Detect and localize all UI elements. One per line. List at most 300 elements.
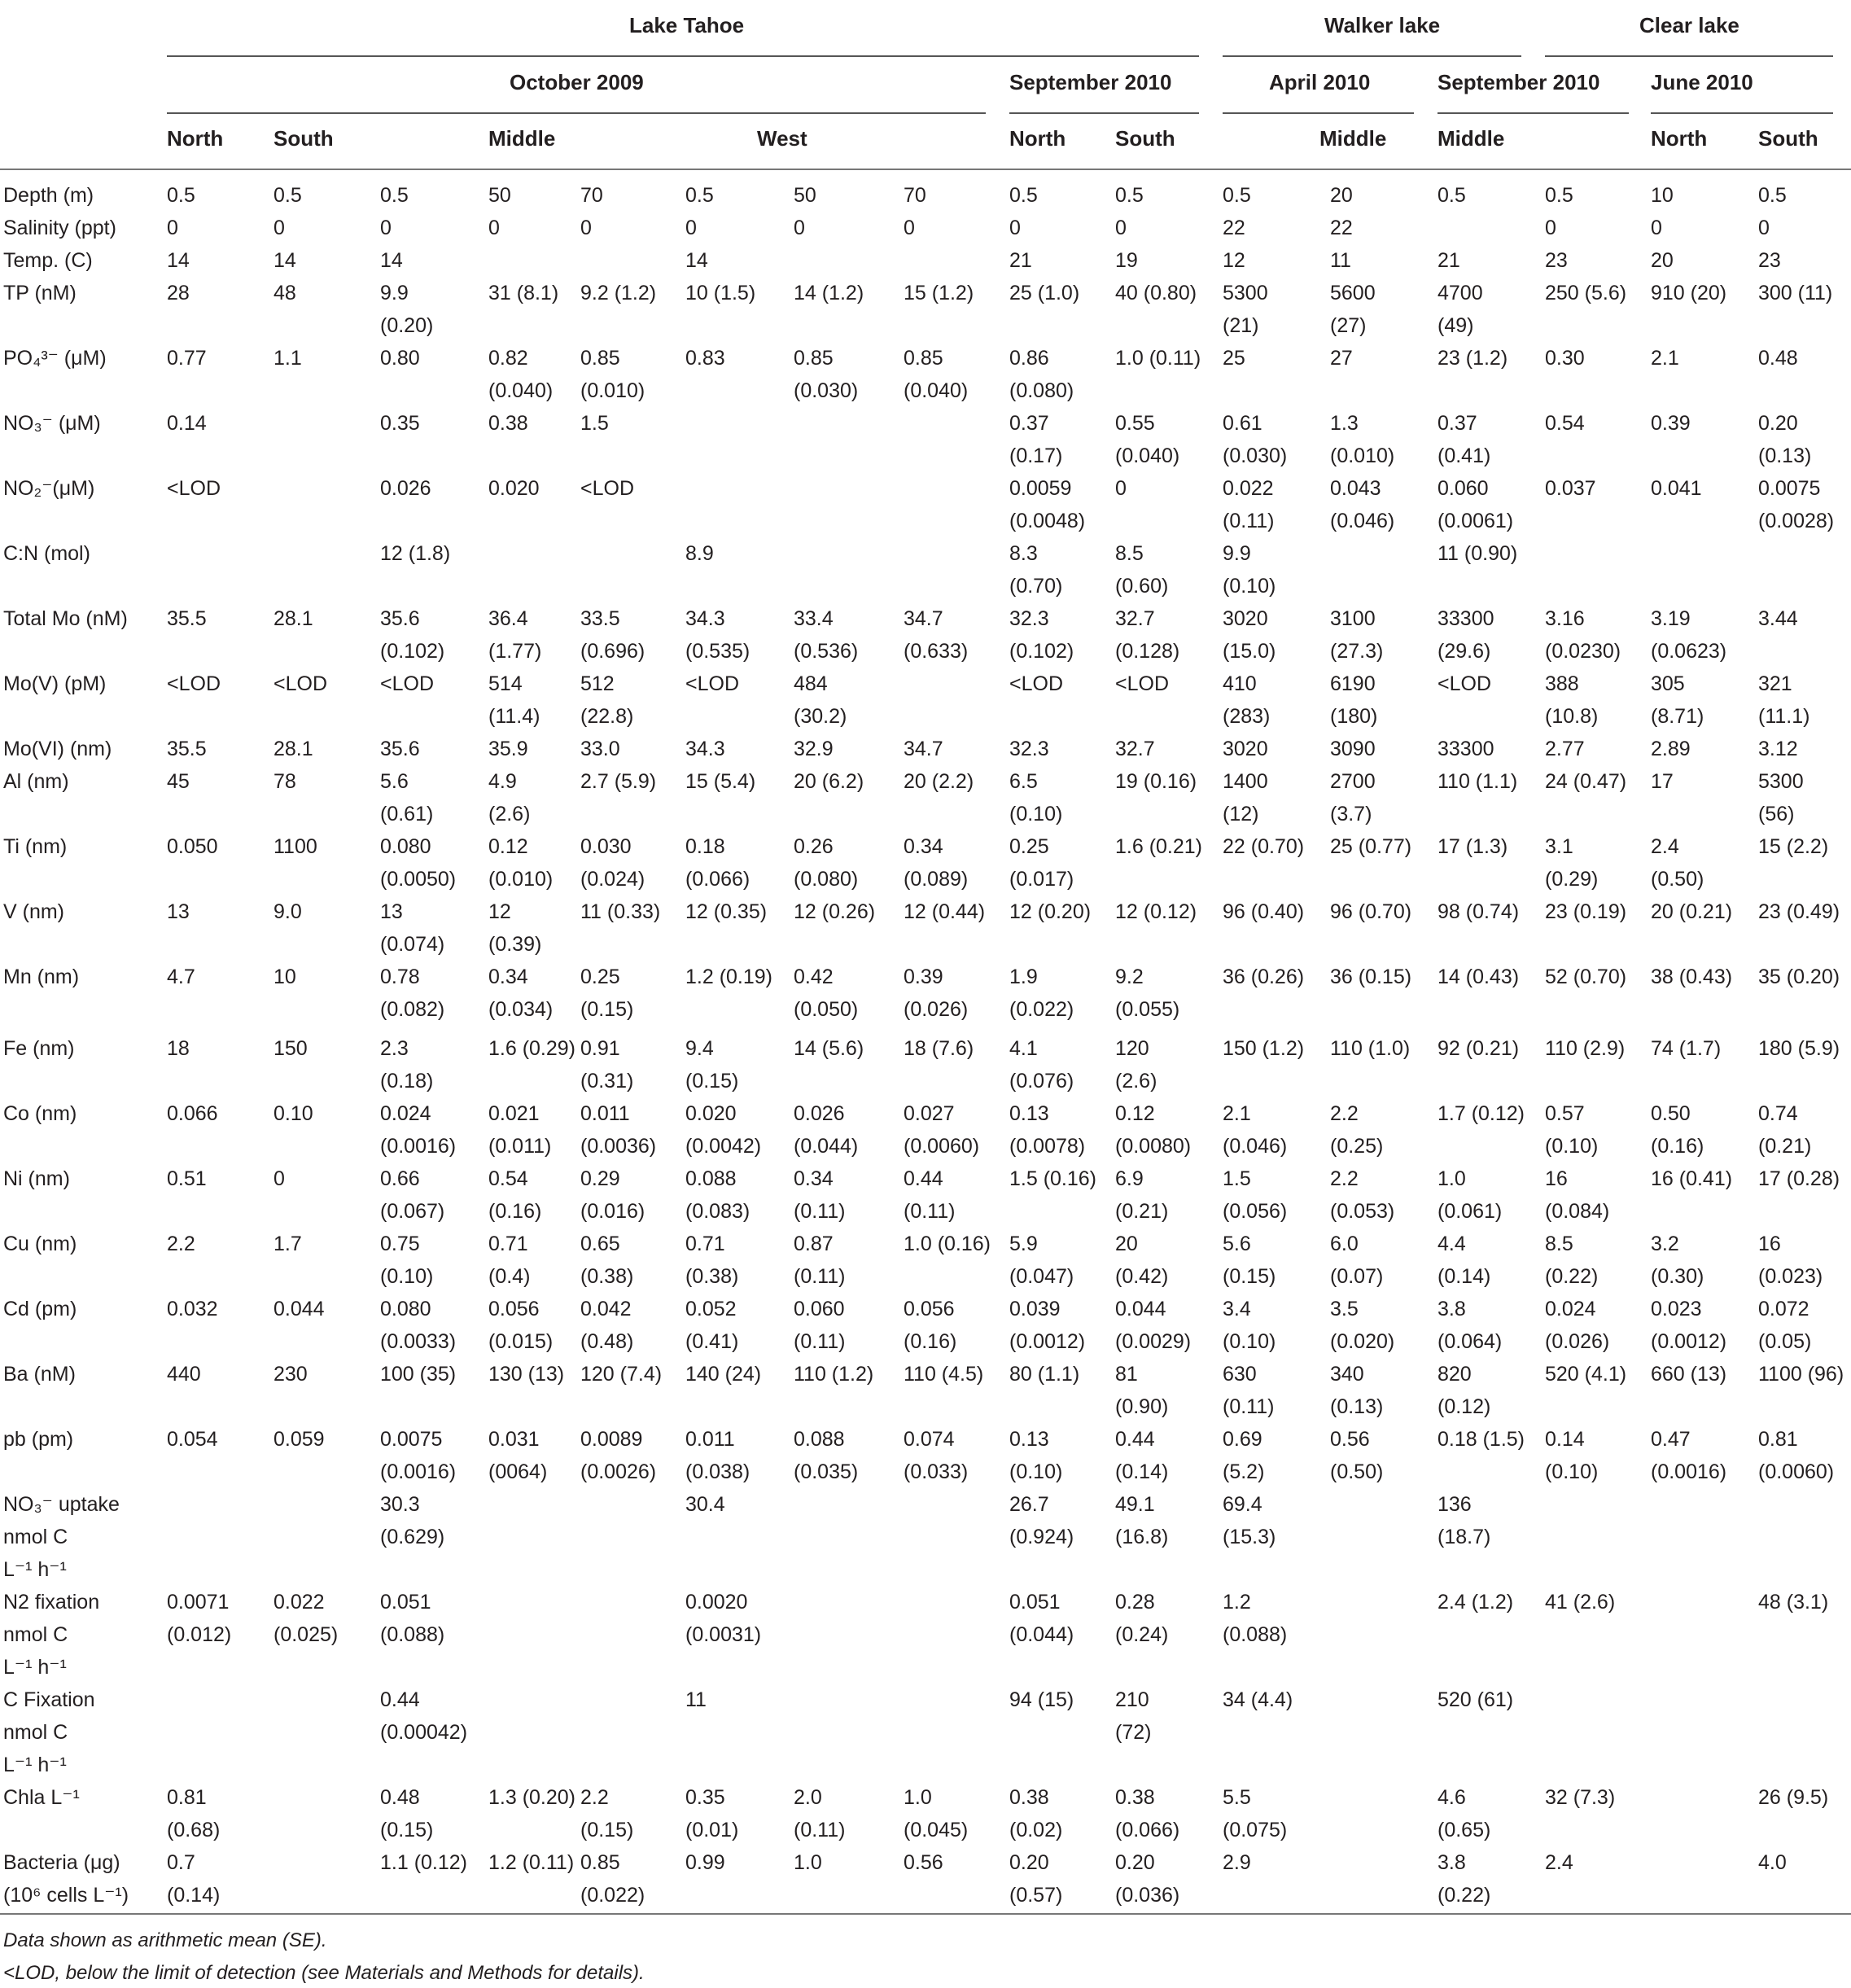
table-cell: 5300 — [1223, 282, 1268, 304]
table-cell: (0.05) — [1758, 1330, 1812, 1353]
table-cell: (0.535) — [685, 640, 750, 663]
table-cell: 11 (0.90) — [1437, 542, 1518, 565]
table-cell: 520 (61) — [1437, 1688, 1514, 1711]
table-cell: 0.060 — [794, 1298, 845, 1320]
table-cell: 33.0 — [580, 738, 620, 760]
table-cell: (0.10) — [1223, 575, 1276, 598]
table-cell: (0.10) — [1545, 1135, 1599, 1158]
table-cell: 74 (1.7) — [1651, 1037, 1722, 1060]
table-cell: 0.080 — [380, 835, 431, 858]
table-cell: (0.015) — [488, 1330, 554, 1353]
table-cell: 1.3 — [1330, 412, 1359, 435]
header-site: Middle — [1437, 126, 1505, 151]
table-cell: (0.90) — [1115, 1395, 1169, 1418]
table-cell: 0.074 — [904, 1428, 955, 1451]
table-cell: 0.71 — [685, 1233, 725, 1255]
table-cell: 17 — [1651, 770, 1674, 793]
table-cell: 0.38 — [1115, 1786, 1155, 1809]
table-cell: 0.66 — [380, 1167, 420, 1190]
header-site: Middle — [488, 126, 556, 151]
table-cell: 48 (3.1) — [1758, 1591, 1829, 1614]
table-cell: 0.48 — [1758, 347, 1798, 370]
table-cell: 0.0075 — [380, 1428, 443, 1451]
table-cell: 0.75 — [380, 1233, 420, 1255]
row-label: N2 fixation — [3, 1591, 100, 1614]
table-cell: 0.5 — [1223, 184, 1251, 207]
table-cell: 1100 (96) — [1758, 1363, 1844, 1386]
table-cell: (0.11) — [1223, 1395, 1275, 1418]
table-cell: 2.4 — [1651, 835, 1679, 858]
header-site: South — [1758, 126, 1818, 151]
row-label: Salinity (ppt) — [3, 217, 116, 239]
table-cell: (0.15) — [380, 1819, 434, 1841]
table-cell: 4700 — [1437, 282, 1483, 304]
table-cell: (0.4) — [488, 1265, 531, 1288]
table-cell: 0.20 — [1758, 412, 1798, 435]
table-cell: (0.0623) — [1651, 640, 1727, 663]
table-cell: 0.5 — [1758, 184, 1787, 207]
table-cell: 5.6 — [380, 770, 409, 793]
table-cell: (0.924) — [1009, 1526, 1074, 1548]
table-cell: 2.1 — [1651, 347, 1679, 370]
table-cell: (0.11) — [794, 1819, 846, 1841]
table-cell: 0.088 — [794, 1428, 845, 1451]
table-cell: (0.030) — [794, 379, 859, 402]
table-cell: 0.041 — [1651, 477, 1702, 500]
row-label: nmol C — [3, 1721, 68, 1744]
table-cell: (0.022) — [580, 1884, 645, 1907]
table-cell: 11 — [685, 1688, 707, 1711]
table-cell: 23 (1.2) — [1437, 347, 1508, 370]
table-cell: 2700 — [1330, 770, 1376, 793]
table-cell: 0.85 — [580, 347, 620, 370]
table-cell: 0.77 — [167, 347, 207, 370]
table-cell: 0 — [380, 217, 392, 239]
table-cell: 0.023 — [1651, 1298, 1702, 1320]
rule-mid-1 — [1223, 112, 1414, 114]
table-cell: 69.4 — [1223, 1493, 1262, 1516]
table-cell: 6.9 — [1115, 1167, 1144, 1190]
table-cell: 0.74 — [1758, 1102, 1798, 1125]
table-cell: 23 (0.19) — [1545, 900, 1627, 923]
table-cell: 98 (0.74) — [1437, 900, 1520, 923]
table-cell: 110 (1.1) — [1437, 770, 1518, 793]
table-cell: 388 — [1545, 672, 1579, 695]
table-cell: 0 — [1651, 217, 1662, 239]
table-cell: (0.044) — [1009, 1623, 1074, 1646]
table-cell: (0.076) — [1009, 1070, 1074, 1093]
table-cell: 50 — [488, 184, 511, 207]
table-cell: 300 (11) — [1758, 282, 1833, 304]
row-label: PO₄³⁻ (μM) — [3, 347, 107, 370]
table-cell: 16 (0.41) — [1651, 1167, 1733, 1190]
table-cell: 660 (13) — [1651, 1363, 1727, 1386]
table-cell: 1.0 — [1437, 1167, 1466, 1190]
table-cell: 0.91 — [580, 1037, 620, 1060]
table-cell: 35.9 — [488, 738, 528, 760]
table-cell: 150 — [273, 1037, 308, 1060]
table-cell: 32.7 — [1115, 607, 1155, 630]
table-cell: (0.038) — [685, 1460, 750, 1483]
table-cell: 12 — [488, 900, 511, 923]
table-cell: 0.51 — [167, 1167, 207, 1190]
table-cell: 2.3 — [380, 1037, 409, 1060]
table-cell: 8.3 — [1009, 542, 1038, 565]
table-cell: (0.066) — [685, 868, 750, 891]
row-label: NO₃⁻ uptake — [3, 1493, 120, 1516]
row-label: V (nm) — [3, 900, 64, 923]
table-cell: 9.9 — [1223, 542, 1251, 565]
table-cell: 2.1 — [1223, 1102, 1251, 1125]
table-cell: 0.051 — [380, 1591, 431, 1614]
table-cell: (0.22) — [1545, 1265, 1599, 1288]
table-cell: 9.2 — [1115, 966, 1144, 988]
table-cell: (0.0036) — [580, 1135, 657, 1158]
table-cell: 0.35 — [685, 1786, 725, 1809]
table-cell: (0.075) — [1223, 1819, 1288, 1841]
table-cell: (0.11) — [794, 1330, 846, 1353]
row-label: C Fixation — [3, 1688, 95, 1711]
table-cell: 3.5 — [1330, 1298, 1359, 1320]
table-cell: (0.70) — [1009, 575, 1063, 598]
table-cell: 48 — [273, 282, 296, 304]
table-cell: (0.42) — [1115, 1265, 1169, 1288]
table-cell: 0.57 — [1545, 1102, 1585, 1125]
table-cell: 6.5 — [1009, 770, 1038, 793]
rule-lake-tahoe — [167, 55, 1199, 57]
table-cell: (18.7) — [1437, 1526, 1491, 1548]
header-site: North — [1009, 126, 1066, 151]
table-cell: 0.022 — [273, 1591, 325, 1614]
table-cell: 0.14 — [167, 412, 207, 435]
table-cell: (0.15) — [580, 998, 634, 1021]
table-cell: 0.0089 — [580, 1428, 643, 1451]
table-cell: (0.24) — [1115, 1623, 1169, 1646]
table-cell: 16 — [1758, 1233, 1781, 1255]
header-clear-lake: Clear lake — [1639, 13, 1739, 37]
header-bottom-rule — [0, 169, 1851, 170]
table-cell: 1.0 (0.16) — [904, 1233, 991, 1255]
table-cell: (0.0061) — [1437, 510, 1514, 532]
table-cell: 20 (6.2) — [794, 770, 864, 793]
table-cell: 10 — [273, 966, 296, 988]
table-cell: 0.85 — [904, 347, 943, 370]
row-label: Bacteria (μg) — [3, 1851, 120, 1874]
table-cell: 1.0 — [904, 1786, 932, 1809]
table-cell: 0.44 — [904, 1167, 943, 1190]
table-cell: (0.016) — [580, 1200, 645, 1223]
table-cell: 440 — [167, 1363, 201, 1386]
table-cell: 0.020 — [488, 477, 540, 500]
table-cell: 12 (0.44) — [904, 900, 986, 923]
table-cell: (0.0028) — [1758, 510, 1835, 532]
header-site: South — [273, 126, 334, 151]
table-cell: 0.54 — [488, 1167, 528, 1190]
table-cell: (0.0031) — [685, 1623, 762, 1646]
table-cell: 0.088 — [685, 1167, 737, 1190]
row-label: Total Mo (nM) — [3, 607, 128, 630]
table-cell: 27 — [1330, 347, 1353, 370]
table-cell: 0.021 — [488, 1102, 540, 1125]
row-label: L⁻¹ h⁻¹ — [3, 1656, 67, 1679]
table-cell: 5600 — [1330, 282, 1376, 304]
header-lake-tahoe: Lake Tahoe — [629, 13, 745, 37]
rule-clear-lake — [1545, 55, 1833, 57]
table-cell: 81 — [1115, 1363, 1138, 1386]
table-cell: 0.056 — [488, 1298, 540, 1320]
table-cell: (8.71) — [1651, 705, 1704, 728]
table-cell: 0 — [273, 1167, 285, 1190]
table-cell: (0.633) — [904, 640, 969, 663]
table-cell: (0.128) — [1115, 640, 1180, 663]
table-cell: 78 — [273, 770, 296, 793]
table-cell: 2.77 — [1545, 738, 1585, 760]
table-cell: (0.536) — [794, 640, 859, 663]
table-cell: 1.0 — [794, 1851, 822, 1874]
header-site: North — [167, 126, 224, 151]
table-cell: 1.7 — [273, 1233, 302, 1255]
table-cell: 0.12 — [1115, 1102, 1155, 1125]
table-cell: 31 (8.1) — [488, 282, 559, 304]
table-cell: 136 — [1437, 1493, 1472, 1516]
table-cell: 0.5 — [1545, 184, 1573, 207]
table-cell: 2.2 — [580, 1786, 609, 1809]
table-cell: 512 — [580, 672, 615, 695]
table-cell: 4.0 — [1758, 1851, 1787, 1874]
table-cell: 20 — [1115, 1233, 1138, 1255]
row-label: Temp. (C) — [3, 249, 93, 272]
table-cell: (0.089) — [904, 868, 969, 891]
row-label: Fe (nm) — [3, 1037, 75, 1060]
table-cell: (0.10) — [1223, 1330, 1276, 1353]
header-site: South — [1115, 126, 1175, 151]
table-cell: 3.12 — [1758, 738, 1798, 760]
row-label: L⁻¹ h⁻¹ — [3, 1754, 67, 1776]
table-cell: (12) — [1223, 803, 1259, 825]
rule-walker-lake — [1223, 55, 1521, 57]
table-cell: (0.30) — [1651, 1265, 1704, 1288]
table-cell: (0.18) — [380, 1070, 434, 1093]
table-cell: (2.6) — [488, 803, 531, 825]
table-cell: 305 — [1651, 672, 1685, 695]
row-label: Mo(V) (pM) — [3, 672, 107, 695]
table-cell: (0.11) — [794, 1200, 846, 1223]
table-cell: 180 (5.9) — [1758, 1037, 1840, 1060]
table-cell: 0.043 — [1330, 477, 1381, 500]
table-cell: 70 — [904, 184, 926, 207]
table-cell: 0.066 — [167, 1102, 218, 1125]
table-cell: (0.083) — [685, 1200, 750, 1223]
table-cell: 0.20 — [1009, 1851, 1049, 1874]
table-cell: (0.25) — [1330, 1135, 1384, 1158]
table-cell: 0.34 — [488, 966, 528, 988]
table-cell: 1.5 (0.16) — [1009, 1167, 1097, 1190]
row-label: Al (nm) — [3, 770, 69, 793]
footnote-mean-se: Data shown as arithmetic mean (SE). — [3, 1929, 327, 1951]
table-cell: 0.011 — [580, 1102, 630, 1125]
table-cell: 0.44 — [380, 1688, 420, 1711]
table-cell: (10.8) — [1545, 705, 1599, 728]
table-cell: (0.040) — [904, 379, 969, 402]
table-cell: 1.3 (0.20) — [488, 1786, 576, 1809]
header-date-sep-2010-walker: September 2010 — [1437, 70, 1600, 94]
table-cell: 14 — [167, 249, 190, 272]
table-cell: 4.1 — [1009, 1037, 1038, 1060]
table-cell: 34 (4.4) — [1223, 1688, 1293, 1711]
row-label: Depth (m) — [3, 184, 94, 207]
table-cell: 0.7 — [167, 1851, 195, 1874]
table-cell: <LOD — [167, 672, 221, 695]
table-cell: 0 — [167, 217, 178, 239]
row-label: Co (nm) — [3, 1102, 77, 1125]
table-cell: (0.11) — [794, 1265, 846, 1288]
table-cell: 49.1 — [1115, 1493, 1155, 1516]
table-cell: (0.102) — [380, 640, 445, 663]
table-cell: 1.6 (0.29) — [488, 1037, 576, 1060]
table-cell: 0.0020 — [685, 1591, 748, 1614]
table-cell: 0.5 — [1437, 184, 1466, 207]
table-cell: 0 — [1009, 217, 1021, 239]
table-cell: 0.28 — [1115, 1591, 1155, 1614]
table-cell: 3.1 — [1545, 835, 1573, 858]
table-cell: 9.9 — [380, 282, 409, 304]
table-cell: (0.0016) — [380, 1460, 457, 1483]
table-cell: 32.9 — [794, 738, 834, 760]
table-cell: 25 (1.0) — [1009, 282, 1080, 304]
table-cell: (0.017) — [1009, 868, 1074, 891]
table-cell: (0.033) — [904, 1460, 969, 1483]
table-cell: 0.69 — [1223, 1428, 1262, 1451]
row-label: C:N (mol) — [3, 542, 90, 565]
table-cell: 110 (4.5) — [904, 1363, 984, 1386]
table-cell: (0.12) — [1437, 1395, 1491, 1418]
table-cell: (0.48) — [580, 1330, 634, 1353]
table-cell: (0.046) — [1223, 1135, 1288, 1158]
table-cell: (0.50) — [1651, 868, 1704, 891]
table-cell: 32.3 — [1009, 738, 1049, 760]
table-cell: (0.074) — [380, 933, 445, 956]
header-walker-lake: Walker lake — [1324, 13, 1441, 37]
table-cell: 3.16 — [1545, 607, 1585, 630]
table-cell: (0.696) — [580, 640, 645, 663]
table-cell: 1.0 (0.11) — [1115, 347, 1201, 370]
table-cell: 0.87 — [794, 1233, 834, 1255]
table-cell: (21) — [1223, 314, 1259, 337]
table-cell: (0.011) — [488, 1135, 552, 1158]
table-cell: (0.0042) — [685, 1135, 762, 1158]
table-cell: (0.040) — [488, 379, 554, 402]
footnote-lod: <LOD, below the limit of detection (see Materials and Methods for details). — [3, 1962, 645, 1984]
table-cell: 0.5 — [380, 184, 409, 207]
table-cell: 0 — [904, 217, 915, 239]
table-cell: (27) — [1330, 314, 1367, 337]
table-cell: <LOD — [580, 477, 635, 500]
table-cell: 0.55 — [1115, 412, 1155, 435]
table-cell: (0.29) — [1545, 868, 1599, 891]
table-cell: 0.12 — [488, 835, 528, 858]
table-cell: 26 (9.5) — [1758, 1786, 1829, 1809]
table-cell: (0064) — [488, 1460, 548, 1483]
table-cell: 0.024 — [1545, 1298, 1596, 1320]
table-cell: (0.010) — [1330, 444, 1395, 467]
header-date-jun-2010: June 2010 — [1651, 70, 1753, 94]
table-cell: (5.2) — [1223, 1460, 1265, 1483]
table-cell: (0.00042) — [380, 1721, 468, 1744]
table-cell: (0.60) — [1115, 575, 1169, 598]
table-cell: 0.20 — [1115, 1851, 1155, 1874]
table-cell: 33.5 — [580, 607, 620, 630]
table-cell: 32.3 — [1009, 607, 1049, 630]
table-cell: 3.44 — [1758, 607, 1798, 630]
table-cell: 52 (0.70) — [1545, 966, 1627, 988]
table-cell: (0.22) — [1437, 1884, 1491, 1907]
table-cell: 9.0 — [273, 900, 302, 923]
table-cell: (283) — [1223, 705, 1271, 728]
table-cell: 2.9 — [1223, 1851, 1251, 1874]
table-cell: <LOD — [167, 477, 221, 500]
table-cell: 0.81 — [1758, 1428, 1798, 1451]
table-cell: (0.38) — [685, 1265, 739, 1288]
table-cell: 0.050 — [167, 835, 218, 858]
table-cell: 0.13 — [1009, 1428, 1049, 1451]
table-cell: 41 (2.6) — [1545, 1591, 1616, 1614]
table-cell: (2.6) — [1115, 1070, 1157, 1093]
table-cell: (0.046) — [1330, 510, 1395, 532]
table-cell: 4.7 — [167, 966, 195, 988]
table-cell: 35.5 — [167, 607, 207, 630]
table-cell: (0.38) — [580, 1265, 634, 1288]
table-cell: 2.2 — [1330, 1167, 1359, 1190]
table-cell: 0.85 — [794, 347, 834, 370]
table-cell: (0.0029) — [1115, 1330, 1192, 1353]
table-cell: 14 — [273, 249, 296, 272]
table-cell: (0.0033) — [380, 1330, 457, 1353]
table-cell: 0.5 — [1009, 184, 1038, 207]
table-cell: (0.10) — [1545, 1460, 1599, 1483]
table-cell: (0.11) — [904, 1200, 956, 1223]
table-cell: 15 (1.2) — [904, 282, 974, 304]
table-cell: (0.050) — [794, 998, 859, 1021]
table-cell: (0.0080) — [1115, 1135, 1192, 1158]
table-cell: 0.026 — [380, 477, 431, 500]
table-cell: (0.066) — [1115, 1819, 1180, 1841]
table-cell: (0.50) — [1330, 1460, 1384, 1483]
table-cell: 1.5 — [1223, 1167, 1251, 1190]
header-date-oct-2009: October 2009 — [510, 70, 644, 94]
table-cell: 0.25 — [580, 966, 620, 988]
table-cell: 19 — [1115, 249, 1138, 272]
table-cell: 3100 — [1330, 607, 1376, 630]
table-cell: 12 — [1223, 249, 1245, 272]
table-cell: <LOD — [685, 672, 740, 695]
table-cell: 36 (0.15) — [1330, 966, 1412, 988]
table-cell: 0.020 — [685, 1102, 737, 1125]
table-cell: 0.044 — [1115, 1298, 1166, 1320]
table-cell: 410 — [1223, 672, 1257, 695]
table-cell: (0.056) — [1223, 1200, 1288, 1223]
table-cell: (0.0060) — [1758, 1460, 1835, 1483]
table-cell: 14 (1.2) — [794, 282, 864, 304]
table-cell: 34.3 — [685, 738, 725, 760]
table-cell: 13 — [380, 900, 403, 923]
table-cell: (0.025) — [273, 1623, 339, 1646]
table-cell: (0.030) — [1223, 444, 1288, 467]
table-cell: 12 (0.12) — [1115, 900, 1197, 923]
table-cell: 0 — [580, 217, 592, 239]
table-cell: 0.71 — [488, 1233, 528, 1255]
table-cell: 35.5 — [167, 738, 207, 760]
table-cell: 10 — [1651, 184, 1674, 207]
